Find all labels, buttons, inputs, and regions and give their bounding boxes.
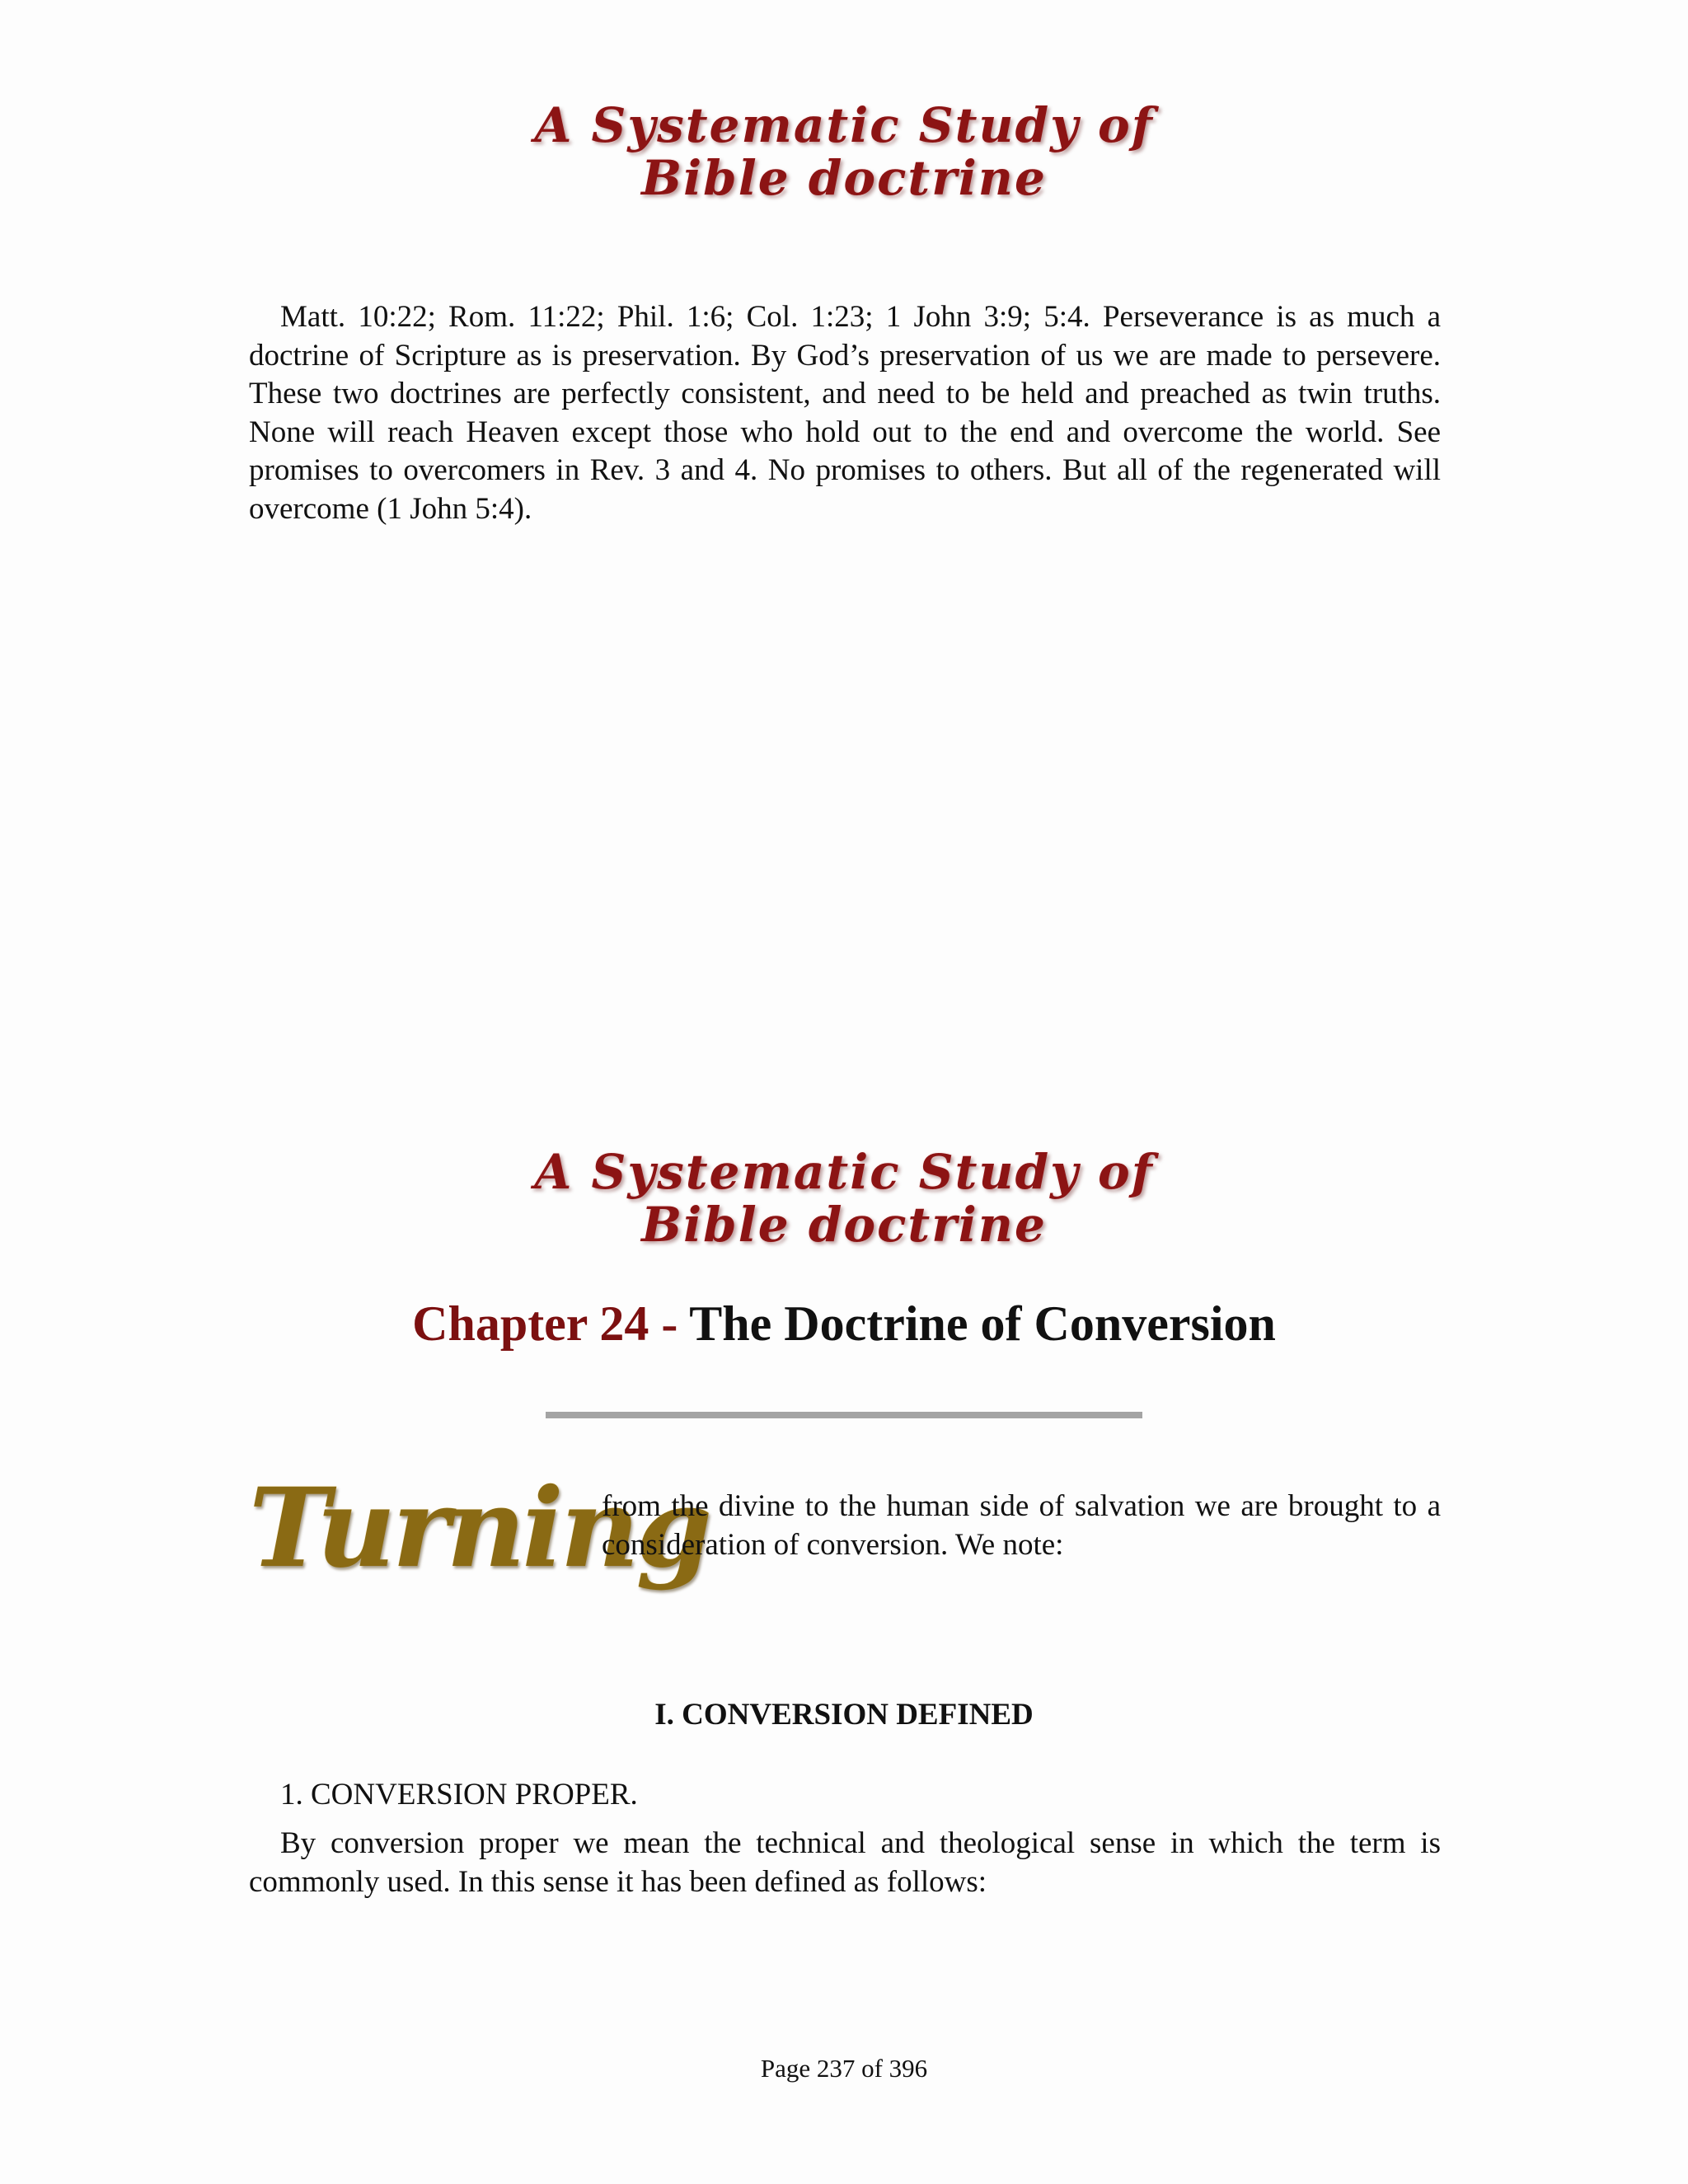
header-banner-top	[0, 99, 1688, 204]
drop-cap-word: Turning	[249, 1465, 710, 1592]
chapter-name: The Doctrine of Conversion	[689, 1296, 1276, 1351]
banner-line-1: A Systematic Study of	[534, 97, 1154, 153]
continuation-paragraph: Matt. 10:22; Rom. 11:22; Phil. 1:6; Col. 1:23; 1 John 3:9; 5:4. Perseverance is as much a doctrine of Scripture as is preservation. By God’s preservation of us we are made to persevere. These two doctrines are perfectly consistent, and need to be held and preached as twin truths. None will reach Heaven except those who hold out to the end and overcome the world. See promises to overcomers in Rev. 3 and 4. No promises to others. But all of the regenerated will overcome (1 John 5:4).	[249, 300, 1441, 526]
section-paragraph: By conversion proper we mean the technical and theological sense in which the term is commonly used. In this sense it has been defined as follows:	[249, 1826, 1441, 1899]
banner-line-2: Bible doctrine	[641, 150, 1047, 206]
section-heading: I. CONVERSION DEFINED	[654, 1698, 1034, 1732]
header-banner-chapter	[0, 1146, 1688, 1251]
banner-line-2: Bible doctrine	[641, 1197, 1047, 1253]
banner-line-1: A Systematic Study of	[534, 1144, 1154, 1200]
horizontal-divider	[546, 1412, 1142, 1418]
intro-paragraph: from the divine to the human side of salvation we are brought to a consideration of conversion. We note:	[602, 1489, 1441, 1562]
chapter-number: Chapter 24 -	[412, 1296, 678, 1351]
subsection-heading: 1. CONVERSION PROPER.	[280, 1778, 638, 1811]
chapter-title	[0, 1292, 1688, 1355]
page-number: Page 237 of 396	[760, 2054, 928, 2083]
